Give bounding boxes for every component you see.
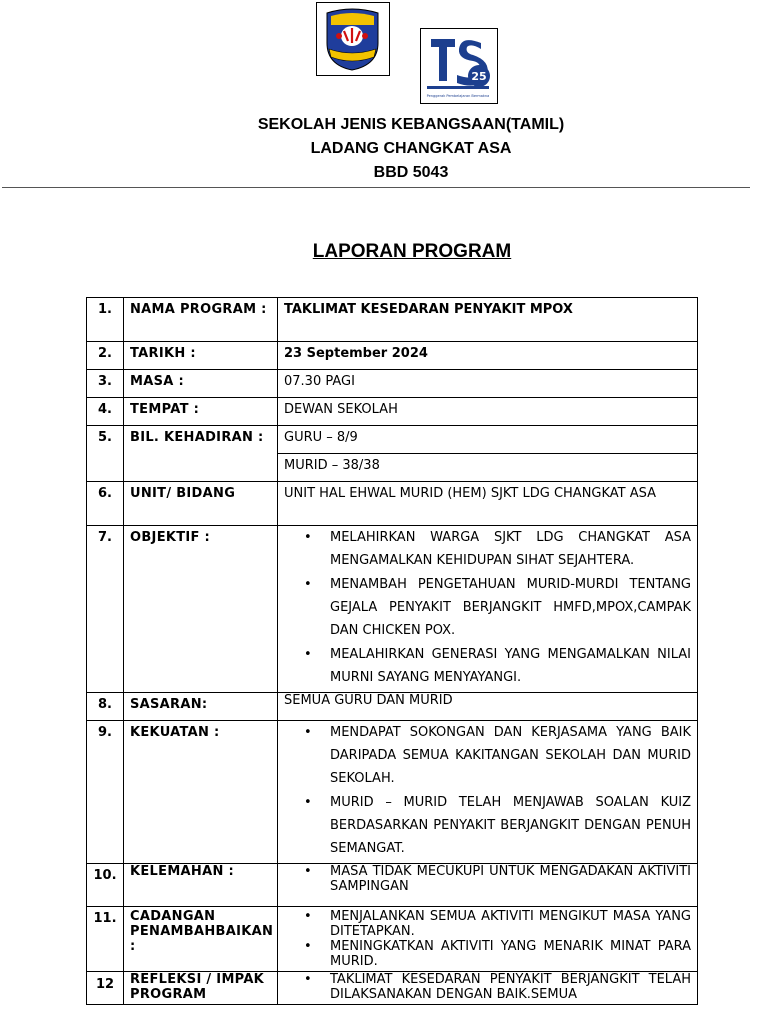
- table-row: [87, 907, 698, 972]
- date-value: 23 September 2024: [278, 342, 698, 370]
- school-code: BBD 5043: [373, 164, 449, 181]
- target-value: SEMUA GURU DAN MURID: [278, 693, 698, 721]
- row-number: 2.: [87, 342, 124, 370]
- reflection-value: [278, 972, 698, 1005]
- weaknesses-list: [284, 864, 691, 894]
- row-label: OBJEKTIF :: [124, 526, 278, 693]
- list-item: • MELAHIRKAN WARGA SJKT LDG CHANGKAT ASA MENGAMALKAN KEHIDUPAN SIHAT SEJAHTERA.: [330, 526, 691, 572]
- list-item: • MENJALANKAN SEMUA AKTIVITI MENGIKUT MASA YANG DITETAPKAN.: [330, 909, 691, 939]
- row-label: SASARAN:: [124, 693, 278, 721]
- list-item: • MEALAHIRKAN GENERASI YANG MENGAMALKAN NILAI MURNI SAYANG MENYAYANGI.: [330, 643, 691, 689]
- ts25-number: 25: [471, 70, 487, 83]
- reflection-list: [284, 972, 691, 1002]
- ts25-logo: [420, 28, 498, 104]
- row-number: 5.: [87, 426, 124, 482]
- row-label: TARIKH :: [124, 342, 278, 370]
- objectives-value: [278, 526, 698, 693]
- program-name-value: TAKLIMAT KESEDARAN PENYAKIT MPOX: [278, 298, 698, 342]
- list-item: • TAKLIMAT KESEDARAN PENYAKIT BERJANGKIT TELAH DILAKSANAKAN DENGAN BAIK.SEMUA: [330, 972, 691, 1002]
- ts25-caption: Penggerak Pembelajaran Bermakna: [426, 94, 490, 98]
- row-number: 1.: [87, 298, 124, 342]
- attendance-students-value: MURID – 38/38: [278, 454, 698, 482]
- improvements-value: [278, 907, 698, 972]
- row-label: KEKUATAN :: [124, 721, 278, 864]
- attendance-teachers-value: GURU – 8/9: [278, 426, 698, 454]
- list-item: • MURID – MURID TELAH MENJAWAB SOALAN KUIZ BERDASARKAN PENYAKIT BERJANGKIT DENGAN PENUH SEMANGAT.: [330, 791, 691, 860]
- row-number: 10.: [87, 864, 124, 907]
- improvements-list: [284, 909, 691, 969]
- school-name: SEKOLAH JENIS KEBANGSAAN(TAMIL): [257, 116, 565, 133]
- row-number: 11.: [87, 907, 124, 972]
- table-row: [87, 693, 698, 721]
- weaknesses-value: [278, 864, 698, 907]
- school-crest-logo: [316, 2, 390, 76]
- row-label: KELEMAHAN :: [124, 864, 278, 907]
- row-number: 6.: [87, 482, 124, 526]
- row-number: 4.: [87, 398, 124, 426]
- list-item: • MASA TIDAK MECUKUPI UNTUK MENGADAKAN AKTIVITI SAMPINGAN: [330, 864, 691, 894]
- table-row: [87, 398, 698, 426]
- table-row: [87, 370, 698, 398]
- time-value: 07.30 PAGI: [278, 370, 698, 398]
- report-title: LAPORAN PROGRAM: [312, 241, 512, 262]
- header-divider: [2, 187, 750, 188]
- row-label: MASA :: [124, 370, 278, 398]
- row-label: REFLEKSI / IMPAK PROGRAM: [124, 972, 278, 1005]
- list-item: • MENINGKATKAN AKTIVITI YANG MENARIK MINAT PARA MURID.: [330, 939, 691, 969]
- row-number: 8.: [87, 693, 124, 721]
- table-row: [87, 298, 698, 342]
- row-label: BIL. KEHADIRAN :: [124, 426, 278, 482]
- row-number: 7.: [87, 526, 124, 693]
- objectives-list: [284, 526, 691, 689]
- list-item: • MENAMBAH PENGETAHUAN MURID-MURDI TENTANG GEJALA PENYAKIT BERJANGKIT HMFD,MPOX,CAMPAK DAN CHICKEN POX.: [330, 573, 691, 642]
- unit-value: UNIT HAL EHWAL MURID (HEM) SJKT LDG CHANGKAT ASA: [278, 482, 698, 526]
- row-label: NAMA PROGRAM :: [124, 298, 278, 342]
- table-row: [87, 526, 698, 693]
- strengths-list: [284, 721, 691, 860]
- school-crest-icon: [317, 3, 388, 74]
- report-table: [86, 297, 698, 1005]
- row-label: CADANGAN PENAMBAHBAIKAN :: [124, 907, 278, 972]
- table-row: [87, 864, 698, 907]
- ts25-logo-icon: [421, 29, 496, 102]
- row-number: 3.: [87, 370, 124, 398]
- row-label: TEMPAT :: [124, 398, 278, 426]
- school-location: LADANG CHANGKAT ASA: [310, 140, 512, 157]
- list-item: • MENDAPAT SOKONGAN DAN KERJASAMA YANG BAIK DARIPADA SEMUA KAKITANGAN SEKOLAH DAN MURID SEKOLAH.: [330, 721, 691, 790]
- table-row: [87, 482, 698, 526]
- table-row: [87, 342, 698, 370]
- row-label: UNIT/ BIDANG: [124, 482, 278, 526]
- row-number: 9.: [87, 721, 124, 864]
- table-row: [87, 721, 698, 864]
- row-number: 12: [87, 972, 124, 1005]
- table-row: [87, 972, 698, 1005]
- venue-value: DEWAN SEKOLAH: [278, 398, 698, 426]
- table-row: [87, 426, 698, 454]
- strengths-value: [278, 721, 698, 864]
